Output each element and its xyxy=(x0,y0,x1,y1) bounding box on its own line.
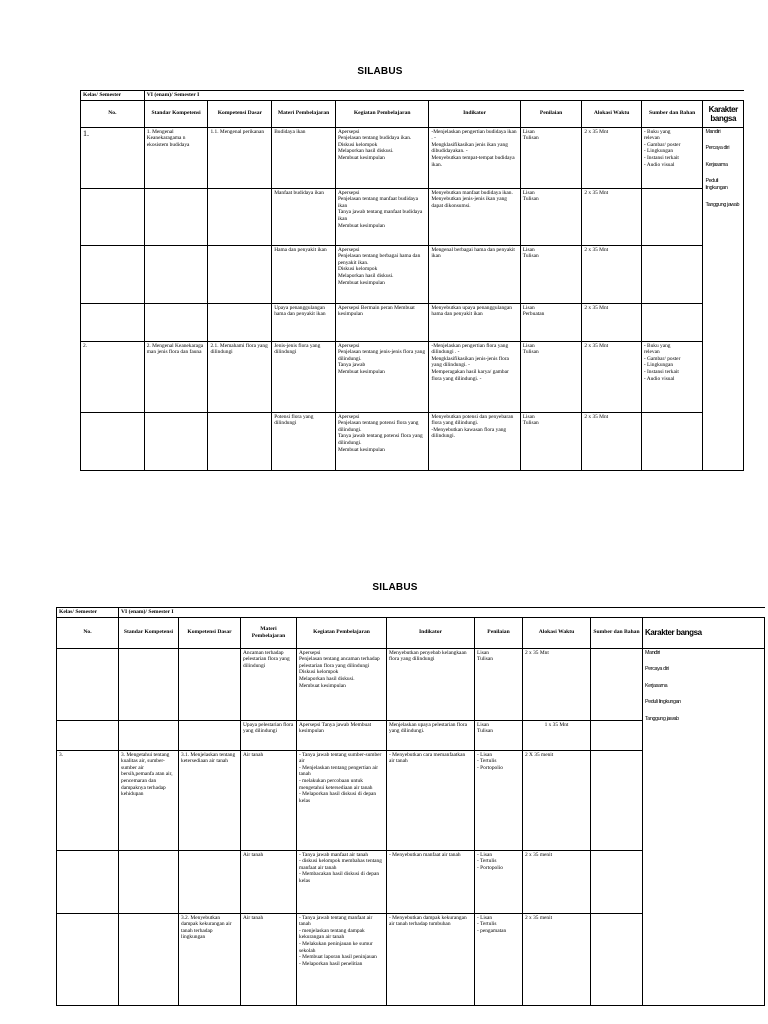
cell-alokasi: 2 X 35 menit xyxy=(523,750,591,850)
cell-sumber xyxy=(641,412,703,470)
cell-no: 3. xyxy=(57,750,119,850)
cell-indikator xyxy=(429,245,520,303)
cell-sumber xyxy=(641,303,703,341)
cell-line: - Lisan xyxy=(477,914,493,921)
cell-alokasi: 2 x 35 menit xyxy=(523,850,591,913)
cell-line: Apersepsi xyxy=(337,189,360,196)
cell-materi: Upaya penanggulangan hama dan penyakit ikan xyxy=(272,303,336,341)
cell-kegiatan xyxy=(335,127,428,188)
cell-kegiatan xyxy=(335,341,428,412)
cell-line: Tanya jawab tentang potensi flora yang dilindungi. xyxy=(337,433,423,446)
cell-sumber xyxy=(641,245,703,303)
cell-indikator xyxy=(387,720,475,750)
cell-line: Lisan xyxy=(477,649,489,656)
karakter-bangsa-list xyxy=(643,648,765,1005)
cell-sk xyxy=(119,913,179,1005)
cell-line: Lisan xyxy=(522,413,535,420)
cell-line: Lisan xyxy=(522,189,535,196)
cell-sk xyxy=(144,188,208,245)
cell-line: - pengamatan xyxy=(477,927,507,934)
cell-line: Tulisan xyxy=(522,135,539,142)
cell-indikator xyxy=(387,850,475,913)
cell-kd: 3.2. Menyebutkan dampak kekurangan air tanah terhadap lingkungan xyxy=(179,913,241,1005)
header-indikator: Indikator xyxy=(387,617,475,648)
cell-kd: 1.1. Mengenal perikanan xyxy=(208,127,272,188)
cell-no xyxy=(81,188,145,245)
header-karakter: Karakter bangsa xyxy=(643,617,765,648)
cell-line: Tulisan xyxy=(477,656,493,663)
cell-kegiatan xyxy=(297,720,387,750)
karakter-item: Mandiri xyxy=(645,649,660,656)
cell-line: Apersepsi xyxy=(337,413,360,420)
cell-line: - Melaporkan hasil penelitian xyxy=(299,960,363,967)
cell-line: - Menjelaskan tentang pengertian air tanah xyxy=(299,764,379,778)
header-materi: Materi Pembelajaran xyxy=(241,617,297,648)
cell-line: Tanya jawab tentang manfaat budidaya ikan xyxy=(337,209,423,222)
cell-line: Melaporkan hasil diskusi. xyxy=(337,272,394,279)
header-alokasi: Alokasi Waktu xyxy=(582,100,641,127)
header-standar-kompetensi: Standar Kompetensi xyxy=(144,100,208,127)
cell-line: Membuat kesimpulan xyxy=(337,368,385,375)
cell-line: relevan xyxy=(643,135,660,142)
cell-line: Apersepsi Bermain peran Membuat kesimpulan xyxy=(337,304,415,318)
cell-materi: Air tanah xyxy=(241,850,297,913)
cell-line: Menyebutkan manfaat budidaya ikan. xyxy=(431,189,513,196)
header-no: No. xyxy=(81,100,145,127)
cell-penilaian xyxy=(475,750,523,850)
cell-line: relevan xyxy=(643,349,660,356)
cell-sumber xyxy=(641,341,703,412)
cell-line: - Gambar/ poster xyxy=(643,141,681,148)
cell-line: Menyebutkan potensi dan penyebaran flora yang dilindungi. xyxy=(431,413,514,427)
table-row xyxy=(81,412,744,470)
cell-sk xyxy=(144,412,208,470)
cell-line: Apersepsi xyxy=(337,246,360,253)
cell-indikator xyxy=(387,913,475,1005)
kelas-label: Kelas/ Semester xyxy=(57,608,119,618)
cell-indikator xyxy=(387,648,475,720)
cell-line: - menjelaskan tentang dampak kekurangan air tanah xyxy=(299,927,365,941)
cell-line: Apersepsi xyxy=(299,649,321,656)
cell-line: - Instansi terkait xyxy=(643,154,679,161)
karakter-item: Kerjasama xyxy=(645,682,668,689)
cell-line: - Tertulis xyxy=(477,921,497,928)
cell-penilaian xyxy=(520,245,582,303)
cell-sumber xyxy=(641,188,703,245)
page1-title: SILABUS xyxy=(357,66,403,77)
cell-sumber xyxy=(591,720,643,750)
table-row xyxy=(57,648,765,720)
table-row xyxy=(81,245,744,303)
karakter-bangsa-list xyxy=(703,127,744,470)
header-kompetensi-dasar: Kompetensi Dasar xyxy=(179,617,241,648)
cell-sk: 3. Mengetahui tentang kualitas air, sumber-sumber air bersih,pemanfa atan air, pencemaran dan dampaknya terhadap kehidupan xyxy=(119,750,179,850)
cell-line: Tulisan xyxy=(522,196,539,203)
header-karakter: Karakter bangsa xyxy=(703,100,744,127)
cell-kegiatan xyxy=(297,850,387,913)
cell-no xyxy=(57,850,119,913)
cell-sk xyxy=(119,720,179,750)
cell-line: Mengenal berbagai hama dan penyakit ikan xyxy=(431,246,515,260)
cell-line: Menyebutkan penyebab kelangkaan flora yang dilindungi xyxy=(389,649,467,663)
cell-line: - Buku yang xyxy=(643,128,671,135)
cell-kegiatan xyxy=(297,648,387,720)
cell-kegiatan xyxy=(335,188,428,245)
cell-line: - Lingkungan xyxy=(643,148,674,155)
cell-indikator xyxy=(429,341,520,412)
cell-line: - diskusi kelompok membahas tentang manfaat air tanah xyxy=(299,858,382,871)
cell-line: Apersepsi Tanya jawab Membuat kesimpulan xyxy=(299,721,372,735)
cell-line: Penjelasan tentang berbagai hama dan penyakit ikan. xyxy=(337,253,421,266)
header-standar-kompetensi: Standar Kompetensi xyxy=(119,617,179,648)
cell-no: 1. xyxy=(81,127,145,188)
cell-materi: Air tanah xyxy=(241,750,297,850)
cell-penilaian xyxy=(520,127,582,188)
cell-line: Lisan xyxy=(522,342,535,349)
cell-materi: Hama dan penyakit ikan xyxy=(272,245,336,303)
cell-alokasi: 2 x 35 Mnt xyxy=(582,341,641,412)
cell-sk: 1. Mengenal Keanekaragama n ekosistem budidaya xyxy=(144,127,208,188)
cell-kd xyxy=(208,412,272,470)
cell-line: - Membuat laporan hasil peninjauan xyxy=(299,954,377,961)
cell-sumber xyxy=(591,913,643,1005)
cell-penilaian xyxy=(520,412,582,470)
cell-indikator xyxy=(429,412,520,470)
karakter-item: Kerjasama xyxy=(705,161,728,168)
karakter-item: Mandiri xyxy=(705,128,721,135)
cell-kegiatan xyxy=(297,913,387,1005)
cell-kegiatan xyxy=(297,750,387,850)
cell-line: - Portopolio xyxy=(477,764,503,771)
cell-line: - Melaporkan hasil diskusi di depan kelas xyxy=(299,791,377,804)
cell-no xyxy=(57,648,119,720)
cell-indikator xyxy=(429,188,520,245)
cell-line: - Audio visual xyxy=(643,161,675,168)
cell-line: - Instansi terkait xyxy=(643,368,679,375)
kelas-value: VI (enam)/ Semester I xyxy=(144,91,743,101)
cell-line: -Menjelaskan pengertian budidaya ikan . - xyxy=(431,128,517,142)
cell-line: Penjelasan tentang potensi flora yang dilindungi. xyxy=(337,420,419,433)
cell-kd: 2.1. Memahami flora yang dilindungi xyxy=(208,341,272,412)
page1-syllabus-table xyxy=(80,90,744,471)
cell-line: Membuat kesimpulan xyxy=(337,154,385,161)
cell-line: Tulisan xyxy=(522,349,539,356)
cell-line: Lisan xyxy=(477,721,489,728)
cell-line: Lisan xyxy=(522,128,535,135)
header-sumber: Sumber dan Bahan xyxy=(641,100,703,127)
cell-line: - Tanya jawab tentang sumber-sumber air xyxy=(299,751,382,765)
cell-kd xyxy=(179,720,241,750)
cell-alokasi: 2 x 35 Mnt xyxy=(582,412,641,470)
page1-rows xyxy=(81,127,744,470)
cell-line: Tulisan xyxy=(477,728,493,735)
table-row xyxy=(81,127,744,188)
cell-no xyxy=(81,412,145,470)
header-sumber: Sumber dan Bahan xyxy=(591,617,643,648)
cell-line: - Tanya jawab tentang manfaat air tanah xyxy=(299,914,373,928)
cell-sumber xyxy=(591,648,643,720)
cell-line: Melaporkan hasil diskusi. xyxy=(299,675,355,682)
cell-line: - Portopolio xyxy=(477,864,503,871)
cell-line: Diskusi kelompok xyxy=(337,141,378,148)
cell-penilaian xyxy=(475,913,523,1005)
cell-kegiatan xyxy=(335,412,428,470)
cell-line: - Audio visual xyxy=(643,375,675,382)
cell-penilaian xyxy=(520,341,582,412)
cell-line: Melaporkan hasil diskusi. xyxy=(337,148,394,155)
cell-kd xyxy=(179,850,241,913)
cell-line: - Gambar/ poster xyxy=(643,355,681,362)
cell-line: Tulisan xyxy=(522,253,539,260)
cell-penilaian xyxy=(475,720,523,750)
cell-line: Lisan xyxy=(522,304,535,311)
cell-line: Membuat kesimpulan xyxy=(337,222,385,229)
cell-line: Diskusi kelompok xyxy=(337,266,378,273)
cell-line: - Melakukan peninjauan ke sumur sekolah xyxy=(299,940,373,954)
cell-line: - Lisan xyxy=(477,851,493,858)
cell-line: - Membacakan hasil diskusi di depan kelas xyxy=(299,871,380,884)
header-indikator: Indikator xyxy=(429,100,520,127)
karakter-item: Percaya diri xyxy=(705,145,730,152)
cell-line: Tanya jawab xyxy=(337,362,366,369)
cell-line: Menyebutkan upaya penanggulangan hama dan penyakit ikan xyxy=(431,304,512,318)
header-kegiatan: Kegiatan Pembelajaran xyxy=(335,100,428,127)
cell-line: -Menjelaskan pengertian flora yang dilindungi . - xyxy=(431,342,509,356)
cell-kegiatan xyxy=(335,245,428,303)
cell-line: Membuat kesimpulan xyxy=(337,446,385,453)
cell-materi: Potensi flora yang dilindungi xyxy=(272,412,336,470)
cell-sumber xyxy=(591,850,643,913)
table-row xyxy=(81,303,744,341)
cell-line: - Buku yang xyxy=(643,342,671,349)
cell-line: Apersepsi xyxy=(337,342,360,349)
cell-line: Memperagakan hasil karya/ gambar flora yang dilindungi. - xyxy=(431,368,509,382)
cell-line: Menyebutkan jenis-jenis ikan yang dapat dikonsumsi. xyxy=(431,196,508,209)
cell-alokasi: 2 x 35 Mnt xyxy=(523,648,591,720)
cell-line: Mengklasifikasikan jenis-jenis flora yang dilindungi. - xyxy=(431,355,509,369)
cell-penilaian xyxy=(475,850,523,913)
cell-materi: Ancaman terhadap pelestarian flora yang dilindungi xyxy=(241,648,297,720)
header-no: No. xyxy=(57,617,119,648)
header-alokasi: Alokasi Waktu xyxy=(523,617,591,648)
cell-kd xyxy=(179,648,241,720)
kelas-label: Kelas/ Semester xyxy=(81,91,145,101)
cell-penilaian xyxy=(520,188,582,245)
cell-materi: Air tanah xyxy=(241,913,297,1005)
cell-materi: Budidaya ikan xyxy=(272,127,336,188)
cell-alokasi: 2 x 35 Mnt xyxy=(582,127,641,188)
cell-kd xyxy=(208,188,272,245)
cell-indikator xyxy=(429,303,520,341)
cell-kd: 3.1. Menjelaskan tentang ketersediaan air tanah xyxy=(179,750,241,850)
cell-no: 2. xyxy=(81,341,145,412)
cell-sk xyxy=(119,850,179,913)
cell-sk xyxy=(119,648,179,720)
cell-line: Membuat kesimpulan xyxy=(299,682,346,689)
karakter-item: Peduli lingkungan xyxy=(645,699,681,706)
page2-syllabus-table xyxy=(56,607,765,1006)
cell-kegiatan xyxy=(335,303,428,341)
cell-alokasi: 2 x 35 Mnt xyxy=(582,303,641,341)
cell-alokasi: 2 x 35 Mnt xyxy=(582,245,641,303)
cell-sk xyxy=(144,303,208,341)
cell-no xyxy=(81,245,145,303)
cell-line: - melakukan percobaan untuk mengetahui ketersediaan air tanah xyxy=(299,777,373,791)
cell-line: - Lingkungan xyxy=(643,362,674,369)
cell-line: Menyebutkan tempat-tempat budidaya ikan. xyxy=(431,154,515,168)
cell-no xyxy=(57,720,119,750)
cell-indikator xyxy=(429,127,520,188)
cell-line: Penjelasan tentang budidaya ikan. xyxy=(337,135,412,142)
cell-sumber xyxy=(591,750,643,850)
cell-line: - Tertulis xyxy=(477,858,497,865)
cell-sk xyxy=(144,245,208,303)
cell-alokasi: 2 x 35 menit xyxy=(523,913,591,1005)
page2-rows xyxy=(57,648,765,1005)
header-kompetensi-dasar: Kompetensi Dasar xyxy=(208,100,272,127)
cell-alokasi: 1 x 35 Mnt xyxy=(523,720,591,750)
cell-no xyxy=(81,303,145,341)
cell-sumber xyxy=(641,127,703,188)
cell-line: - Menyebutkan dampak kekurangan air tanah terhadap tumbuhan xyxy=(389,914,467,928)
cell-line: Tulisan xyxy=(522,420,539,427)
cell-line: Membuat kesimpulan xyxy=(337,279,385,286)
cell-line: Mengklasifikasikan jenis ikan yang dibudidayakan. - xyxy=(431,141,508,155)
karakter-item: Percaya diri xyxy=(645,666,669,673)
karakter-item: Peduli lingkungan xyxy=(705,178,728,191)
header-penilaian: Penilaian xyxy=(520,100,582,127)
cell-line: Lisan xyxy=(522,246,535,253)
cell-line: - Menyebutkan manfaat air tanah xyxy=(389,851,461,858)
table-row xyxy=(81,188,744,245)
cell-line: Penjelasan tentang ancaman terhadap pelestarian flora yang dilindungi Diskusi kelompok xyxy=(299,656,380,676)
cell-materi: Upaya pelestarian flora yang dilindungi xyxy=(241,720,297,750)
header-materi: Materi Pembelajaran xyxy=(272,100,336,127)
cell-penilaian xyxy=(475,648,523,720)
cell-line: Menjelaskan upaya pelestarian flora yang dilindungi. xyxy=(389,721,467,735)
cell-kd xyxy=(208,303,272,341)
cell-line: Penjelasan tentang jenis-jenis flora yang dilindungi. xyxy=(337,349,426,362)
cell-alokasi: 2 x 35 Mnt xyxy=(582,188,641,245)
cell-line: - Menyebutkan cara memanfaatkan air tanah xyxy=(389,751,466,765)
cell-materi: Jenis-jenis flora yang dilindungi xyxy=(272,341,336,412)
header-penilaian: Penilaian xyxy=(475,617,523,648)
table-row xyxy=(81,341,744,412)
cell-penilaian xyxy=(520,303,582,341)
cell-line: - Tertulis xyxy=(477,758,497,765)
kelas-value: VI (enam)/ Semester I xyxy=(119,608,765,618)
cell-indikator xyxy=(387,750,475,850)
cell-line: - Tanya jawab manfaat air tanah xyxy=(299,851,369,858)
cell-line: Penjelasan tentang manfaat budidaya ikan xyxy=(337,196,419,209)
cell-line: Perbuatan xyxy=(522,311,545,318)
karakter-item: Tanggung jawab xyxy=(705,201,740,208)
cell-materi: Manfaat budidaya ikan xyxy=(272,188,336,245)
cell-line: - Lisan xyxy=(477,751,493,758)
cell-kd xyxy=(208,245,272,303)
karakter-item: Tanggung jawab xyxy=(645,715,679,722)
page2-title: SILABUS xyxy=(372,582,418,593)
cell-sk: 2. Mengenal Keanekaraga man jenis flora dan fauna xyxy=(144,341,208,412)
cell-no xyxy=(57,913,119,1005)
cell-line: -Menyebutkan kawasan flora yang dilindungi. xyxy=(431,426,507,440)
cell-line: Apersepsi xyxy=(337,128,360,135)
header-kegiatan: Kegiatan Pembelajaran xyxy=(297,617,387,648)
